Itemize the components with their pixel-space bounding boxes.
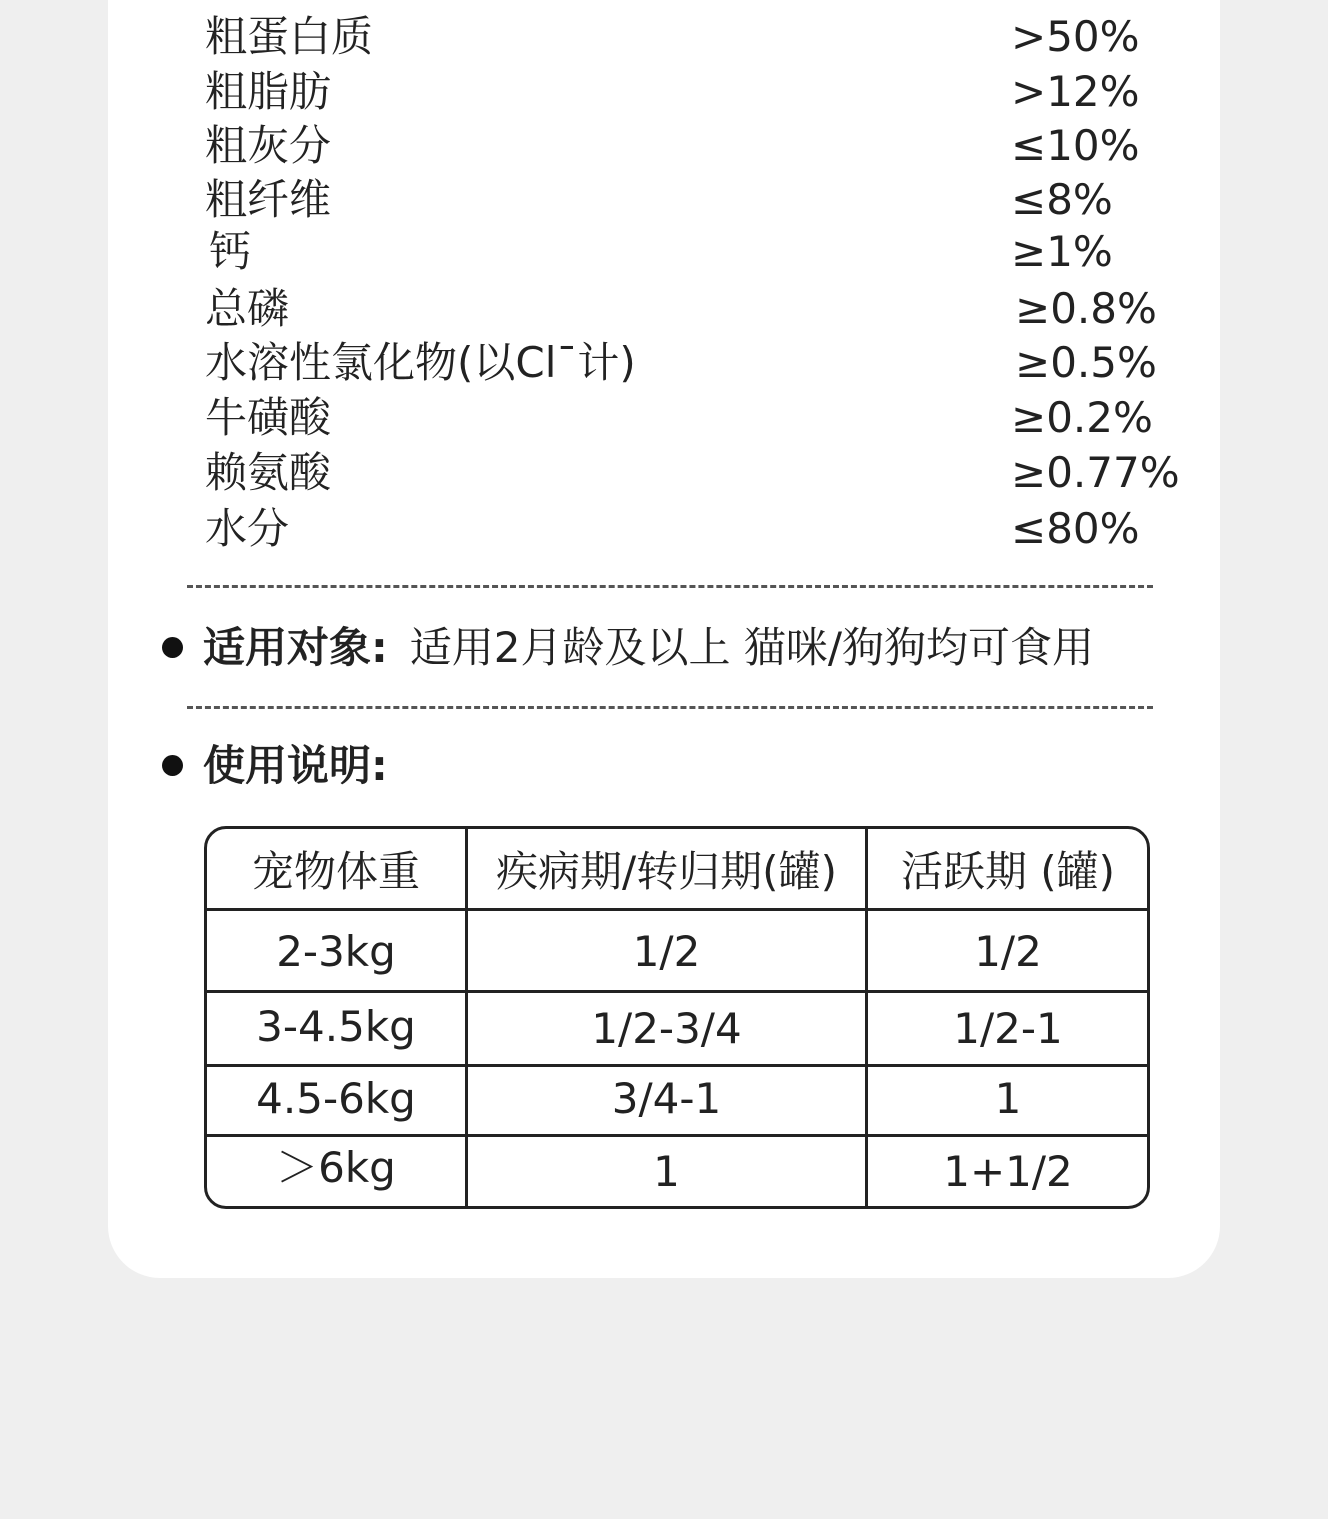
nutrient-name: 赖氨酸 (205, 448, 332, 497)
table-cell: 1/2 (974, 927, 1042, 976)
nutrient-name: 粗灰分 (205, 121, 332, 170)
nutrient-name: 粗蛋白质 (205, 12, 374, 61)
nutrient-value: ≤8% (1011, 175, 1113, 224)
bullet-dot-icon (162, 755, 183, 776)
nutrient-name: 水溶性氯化物(以Cl¯计) (205, 338, 636, 387)
nutrient-row (205, 446, 1185, 500)
applicable-text: 适用2月龄及以上 猫咪/狗狗均可食用 (409, 623, 1095, 672)
usage-section (162, 736, 388, 796)
dosage-table (204, 826, 1150, 1209)
nutrient-value: ≥0.77% (1011, 448, 1180, 497)
nutrient-row (205, 65, 1185, 119)
table-cell: 3-4.5kg (256, 1001, 416, 1051)
nutrient-value: ≥0.2% (1011, 393, 1153, 442)
nutrient-name: 水分 (205, 504, 290, 553)
applicable-section (162, 618, 1094, 678)
table-cell: 1/2 (632, 927, 701, 976)
nutrient-value: ≤10% (1011, 121, 1140, 170)
nutrient-row (205, 502, 1185, 556)
nutrient-row (205, 225, 1185, 279)
nutrient-value: ≥0.5% (1015, 338, 1157, 387)
nutrient-value: ≤80% (1011, 504, 1140, 553)
nutrient-row (205, 391, 1185, 445)
table-header-cell: 活跃期 (罐) (900, 846, 1116, 896)
table-header-cell: 宠物体重 (251, 846, 420, 896)
table-cell: 1 (994, 1073, 1022, 1123)
nutrient-value: ≥0.8% (1015, 284, 1157, 333)
nutrient-name: 粗纤维 (205, 175, 332, 224)
applicable-label: 适用对象: (203, 623, 388, 672)
nutrient-name: 牛磺酸 (205, 393, 332, 442)
nutrient-name: 总磷 (205, 284, 290, 333)
dashed-divider (187, 706, 1153, 709)
nutrient-value: >50% (1011, 12, 1140, 61)
nutrient-value: ≥1% (1011, 227, 1113, 276)
table-cell: 1/2-3/4 (591, 1004, 742, 1053)
nutrient-row (205, 10, 1185, 64)
nutrient-name: 钙 (209, 227, 252, 276)
table-cell: 2-3kg (276, 927, 396, 976)
usage-label: 使用说明: (203, 741, 388, 790)
nutrient-name: 粗脂肪 (205, 67, 332, 116)
nutrient-row (205, 173, 1185, 227)
dashed-divider (187, 585, 1153, 588)
table-header-cell: 疾病期/转归期(罐) (496, 846, 837, 896)
nutrient-row (205, 282, 1185, 336)
table-cell: ＞6kg (276, 1143, 396, 1192)
bullet-dot-icon (162, 637, 183, 658)
table-row-divider (207, 908, 1147, 911)
nutrient-row (205, 119, 1185, 173)
table-cell: 1+1/2 (943, 1146, 1073, 1196)
nutrient-value: >12% (1011, 67, 1140, 116)
table-cell: 4.5-6kg (256, 1073, 416, 1123)
table-cell: 3/4-1 (611, 1073, 722, 1123)
table-cell: 1/2-1 (953, 1004, 1063, 1053)
table-cell: 1 (653, 1146, 680, 1196)
nutrient-row (205, 336, 1185, 390)
